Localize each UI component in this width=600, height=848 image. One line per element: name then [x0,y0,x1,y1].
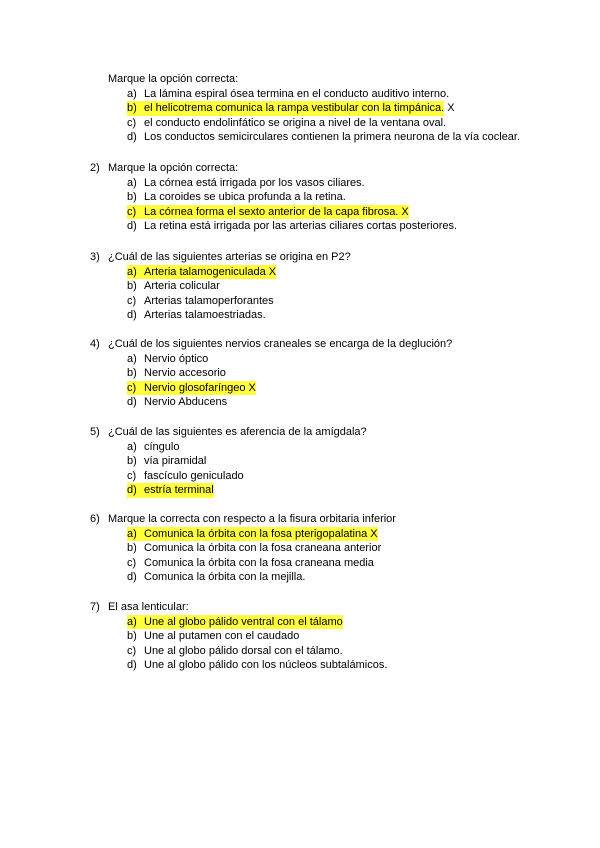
option-text: el helicotrema comunica la rampa vestibular con la timpánica. [144,102,445,115]
option-text: Nervio Abducens [144,396,228,409]
option-letter: a) [127,527,137,540]
option-text: estría terminal [144,484,214,497]
option-letter: d) [127,571,137,584]
option-text: Comunica la órbita con la fosa craneana anterior [144,542,382,555]
question-text: El asa lenticular: [108,601,189,613]
option-letter: a) [127,352,137,365]
option-text: el conducto endolinfático se origina a nivel de la ventana oval. [144,116,447,129]
option-text: fascículo geniculado [144,469,244,482]
options-list [127,527,570,585]
option-letter: b) [127,102,137,115]
option-content [127,395,227,410]
question-number: 7) [90,601,100,613]
answer-mark: X [248,381,256,394]
option-text: La retina está irrigada por las arterias ciliares cortas posteriores. [144,220,458,233]
option-text: Nervio accesorio [144,367,226,380]
options-list [127,265,570,323]
option-a [127,527,570,542]
question-number: 2) [90,162,100,174]
option-d [127,219,570,234]
options-list [127,352,570,410]
highlighted-answer [127,615,343,630]
option-content [127,190,346,205]
option-a [127,440,570,455]
option-text: La córnea forma el sexto anterior de la capa fibrosa. [144,205,399,218]
highlighted-answer [127,483,214,498]
option-text: Comunica la órbita con la fosa pterigopalatina [144,527,368,540]
answer-mark: X [370,527,378,540]
highlighted-answer [127,527,378,542]
option-content [127,570,305,585]
option-letter: a) [127,615,137,628]
question-number: 5) [90,426,100,438]
option-letter: a) [127,87,137,100]
option-b [127,101,570,116]
option-content [127,629,299,644]
option-text: Une al globo pálido ventral con el tálamo [144,615,343,628]
option-content [127,440,179,455]
option-content [127,454,206,469]
option-content [127,294,274,309]
option-letter: d) [127,659,137,672]
option-content [127,176,365,191]
option-c [127,294,570,309]
option-b [127,279,570,294]
highlighted-answer [127,381,256,396]
option-c [127,556,570,571]
option-content [127,279,220,294]
question-1 [90,72,570,145]
option-text: cíngulo [144,440,180,453]
option-text: Comunica la órbita con la fosa craneana media [144,556,374,569]
option-a [127,615,570,630]
option-content [127,130,520,145]
option-b [127,190,570,205]
option-text: Arteria talamogeniculada [144,265,266,278]
option-text: Une al putamen con el caudado [144,630,300,643]
option-letter: b) [127,542,137,555]
question-text: ¿Cuál de las siguientes es aferencia de la amígdala? [108,426,367,438]
question-text: ¿Cuál de los siguientes nervios craneales se encarga de la deglución? [108,338,453,350]
option-c [127,469,570,484]
option-c [127,381,570,396]
option-text: Arteria colicular [144,280,220,293]
question-text: ¿Cuál de las siguientes arterias se origina en P2? [108,251,351,263]
option-content [127,366,226,381]
option-a [127,176,570,191]
option-letter: c) [127,116,137,129]
options-list [127,87,570,145]
option-content [127,556,374,571]
option-b [127,454,570,469]
option-content [127,219,457,234]
question-header [90,512,570,527]
option-text: Une al globo pálido dorsal con el tálamo. [144,644,343,657]
option-text: Nervio óptico [144,352,209,365]
option-d [127,395,570,410]
option-a [127,87,570,102]
highlighted-answer [127,265,276,280]
option-content [127,352,208,367]
answer-mark: X [447,102,455,115]
option-text: La córnea está irrigada por los vasos ciliares. [144,176,365,189]
question-text: Marque la correcta con respecto a la fisura orbitaria inferior [108,513,396,525]
option-letter: c) [127,469,137,482]
option-text: Los conductos semicirculares contienen la primera neurona de la vía coclear. [144,131,521,144]
option-letter: d) [127,484,137,497]
option-text: Arterias talamoperforantes [144,294,274,307]
highlighted-answer [127,205,409,220]
question-3 [90,250,570,323]
question-header [90,337,570,352]
option-text: Nervio glosofaríngeo [144,381,246,394]
answer-mark: X [401,205,409,218]
option-letter: b) [127,630,137,643]
option-a [127,265,570,280]
question-header [90,250,570,265]
option-letter: a) [127,265,137,278]
options-list [127,615,570,673]
option-letter: a) [127,176,137,189]
question-header [90,425,570,440]
option-c [127,644,570,659]
option-letter: b) [127,191,137,204]
option-letter: c) [127,381,137,394]
option-text: vía piramidal [144,455,207,468]
question-4 [90,337,570,410]
option-d [127,570,570,585]
option-b [127,629,570,644]
question-2 [90,161,570,234]
option-c [127,116,570,131]
options-list [127,440,570,498]
option-content [127,644,343,659]
option-d [127,308,570,323]
option-letter: d) [127,220,137,233]
question-text: Marque la opción correcta: [108,73,239,85]
question-6 [90,512,570,585]
option-d [127,483,570,498]
question-number: 4) [90,338,100,350]
option-letter: b) [127,280,137,293]
option-letter: c) [127,205,137,218]
option-letter: c) [127,556,137,569]
option-text: La lámina espiral ósea termina en el conducto auditivo interno. [144,87,450,100]
question-text: Marque la opción correcta: [108,162,239,174]
option-letter: c) [127,644,137,657]
option-letter: d) [127,396,137,409]
option-content [127,658,387,673]
question-5 [90,425,570,498]
option-letter: b) [127,455,137,468]
option-content [127,469,244,484]
answer-mark: X [268,265,277,278]
question-header [90,72,570,87]
option-letter: b) [127,367,137,380]
highlighted-answer [127,101,444,116]
option-letter: a) [127,440,137,453]
option-letter: d) [127,309,137,322]
option-content [127,308,266,323]
option-c [127,205,570,220]
question-number: 3) [90,251,100,263]
options-list [127,176,570,234]
question-header [90,600,570,615]
option-d [127,130,570,145]
option-text: La coroides se ubica profunda a la retina. [144,191,346,204]
option-b [127,366,570,381]
option-content [127,541,381,556]
option-content [127,116,446,131]
question-header [90,161,570,176]
option-d [127,658,570,673]
question-number [90,72,108,87]
option-text: Arterias talamoestriadas. [144,309,266,322]
option-content [127,87,449,102]
option-b [127,541,570,556]
option-text: Comunica la órbita con la mejilla. [144,571,306,584]
option-a [127,352,570,367]
question-7 [90,600,570,673]
option-letter: d) [127,131,137,144]
option-letter: c) [127,294,137,307]
option-text: Une al globo pálido con los núcleos subtalámicos. [144,659,388,672]
question-number: 6) [90,513,100,525]
